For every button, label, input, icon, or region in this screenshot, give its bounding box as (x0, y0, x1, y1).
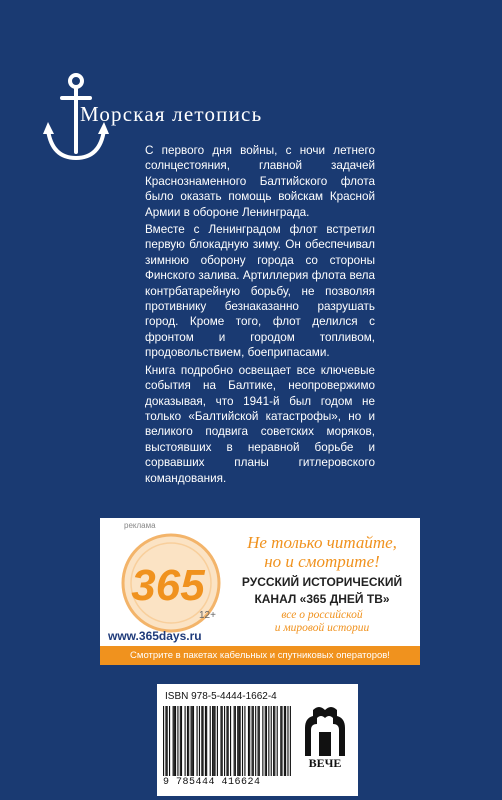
publisher-logo-icon (301, 702, 349, 758)
clock-logo-icon (116, 528, 226, 638)
ad-slogan-line: но и смотрите! (264, 552, 380, 571)
book-annotation (145, 143, 375, 488)
barcode-icon (163, 706, 291, 776)
ad-tagline (228, 609, 416, 635)
ad-slogan-line: Не только читайте, (247, 533, 397, 552)
series-title: Морская летопись (80, 102, 263, 126)
ad-tagline-line: все о российской (281, 609, 363, 621)
ad-url-link[interactable]: www.365days.ru (108, 629, 202, 643)
ad-logo-text: 365 (131, 561, 205, 610)
annotation-paragraph: Вместе с Ленинградом флот встретил первую блокадную зиму. Он обеспечивал зимнюю оборону города со стороны Финского залива. Артиллерия флота вела контрбатарейную борьбу, не позволяя противнику безнаказанно разрушать город. Кроме того, флот делился с фронтом и городом топливом, продовольствием, боеприпасами. (145, 223, 375, 360)
age-rating: 12+ (199, 610, 216, 621)
publisher-name: ВЕЧЕ (308, 756, 342, 770)
ad-tagline-line: и мировой истории (274, 622, 370, 634)
ad-banner (100, 518, 420, 665)
isbn-number: ISBN 978-5-4444-1662-4 (165, 691, 277, 702)
annotation-paragraph: Книга подробно освещает все ключевые события на Балтике, неопровержимо доказывая, что 1941-й был годом не только «Балтийской катастрофы», но и великого подвига советских моряков, выстоявших в неравной борьбе и сорвавших планы гитлеровского командования. (145, 363, 375, 485)
ad-channel-line: РУССКИЙ ИСТОРИЧЕСКИЙ (241, 575, 403, 589)
ad-channel-name (228, 574, 416, 608)
isbn-panel (157, 684, 358, 796)
ad-label: реклама (124, 521, 156, 530)
barcode-number: 9 785444 416624 (163, 777, 261, 788)
annotation-paragraph: С первого дня войны, с ночи летнего солнцестояния, главной задачей Краснознаменного Балтийского флота было оказать помощь войскам Красной Армии в обороне Ленинграда. (145, 144, 375, 219)
ad-channel-line: КАНАЛ «365 ДНЕЙ ТВ» (254, 592, 390, 606)
ad-slogan (228, 533, 416, 571)
ad-bottom-strip: Смотрите в пакетах кабельных и спутниковых операторов! (100, 646, 420, 665)
